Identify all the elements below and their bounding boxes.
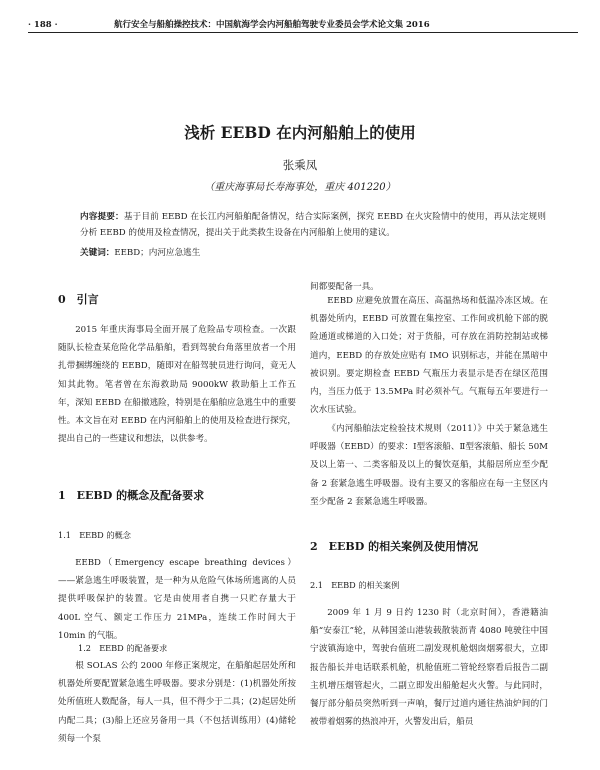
author-name: 张乘凤 <box>282 158 318 172</box>
concept-paragraph: EEBD（Emergency escape breathing devices）——紧急逃生呼吸装置，是一种为从危险气体场所逃离的人员提供呼吸保护的装置。它是由使用者自携一只贮存量大于 400L 空气、额定工作压力 21MPa，连续工作时间大于 10min 的气瓶。 <box>58 558 296 641</box>
page-number: · 188 · <box>28 20 58 30</box>
section-2-heading: 2 EEBD 的相关案例及使用情况 <box>310 540 479 553</box>
section-1-2-heading: 1.2 EEBD 的配备要求 <box>78 643 168 653</box>
header-rule <box>28 32 578 33</box>
intro-paragraph: 2015 年重庆海事局全面开展了危险品专项检查。一次跟随队长检查某危险化学品船舶，看到驾驶台角落里放者一个用扎带捆绑缠绕的 EEBD，随即对在船驾驶员进行询问，竟无人知其此物。笔者曾在东海救助局 9000kW 救助船上工作五年，深知 EEBD 在船撤逃险，特别是在船舶应急逃生中的重要性。本文旨在对 EEBD 在内河船舶上的使用及检查进行探究，提出自己的一些建议和想法，以供参考。 <box>58 325 296 445</box>
journal-name: 航行安全与船舶操控技术：中国航海学会内河船舶驾驶专业委员会学术论文集 2016 <box>114 20 430 30</box>
keywords-text: EEBD；内河应急逃生 <box>114 248 201 258</box>
case-paragraph: 2009 年 1 月 9 日约 1230 时（北京时间），香港籍油船“安泰江”轮，从韩国釜山港装载散装沥青 4080 吨驶往中国宁波镇海途中，驾驶台值班二副发现机舱烟囱烟雾很大，立即报告船长并电话联系机舱，机舱值班二管轮经察看后报告二副主机增压烟管起火，二副立即发出船舱起火火警。与此同时，餐厅部分船员突然听到一声响，餐厅过道内通往热油炉间的门被带着烟雾的热浪冲开，火警发出后，船员 <box>310 608 548 728</box>
running-header <box>28 18 578 30</box>
section-1-1-heading: 1.1 EEBD 的概念 <box>58 530 131 540</box>
keywords <box>80 246 546 258</box>
requirement-paragraph: 根 SOLAS 公约 2000 年修正案规定，在船舶起居处所和机器处所要配置紧急逃生呼吸器。要求分别是：(1)机器处所按处所值班人数配备，每人一具，但不得少于二具；(2)起居处所内配二具；(3)船上还应另备用一具（不包括训练用）(4)储轮须每一个泵 <box>58 661 296 744</box>
section-0-heading: 0 引言 <box>58 293 99 306</box>
abstract-text: 基于目前 EEBD 在长江内河船舶配备情况，结合实际案例，探究 EEBD 在火灾险情中的使用，再从法定规则分析 EEBD 的使用及检查情况，提出关于此类救生设备在内河船舶上使用的建议。 <box>80 212 546 238</box>
section-2-1-heading: 2.1 EEBD 的相关案例 <box>310 580 400 590</box>
author-affiliation: （重庆海事局长寿海事处，重庆 401220） <box>204 182 396 193</box>
abstract-label: 内容提要： <box>80 212 124 222</box>
storage-paragraph: EEBD 应避免放置在高压、高温热场和低温冷冻区域。在机器处所内，EEBD 可放置在集控室、工作间或机舱下部的脱险通道或梯道的入口处；对于货船，可存放在消防控制站或梯道内，EEBD 的存放处应贴有 IMO 识别标志，并能在黑暗中被识别。要定期检查 EEBD 气瓶压力表显示是否在绿区范围内，当压力低于 13.5MPa 时必须补气。气瓶每五年要进行一次水压试验。 <box>310 296 548 416</box>
paper-title: 浅析 EEBD 在内河船舶上的使用 <box>184 123 416 142</box>
regulation-paragraph: 《内河船舶法定检验技术规则（2011）》中关于紧急逃生呼吸器（EEBD）的要求：Ⅰ型客滚船、Ⅱ型客滚船、船长 50M 及以上第一、二类客船及以上的餐饮趸船，其船居所应至少配备 2 套紧急逃生呼吸器。设有主要又的客船应在每一主竖区内至少配备 2 套紧急逃生呼吸器。 <box>310 424 548 507</box>
abstract <box>80 209 546 241</box>
keywords-label: 关键词： <box>80 248 115 258</box>
continued-paragraph: 间都要配备一具。 <box>310 282 379 292</box>
section-1-heading: 1 EEBD 的概念及配备要求 <box>58 489 205 502</box>
